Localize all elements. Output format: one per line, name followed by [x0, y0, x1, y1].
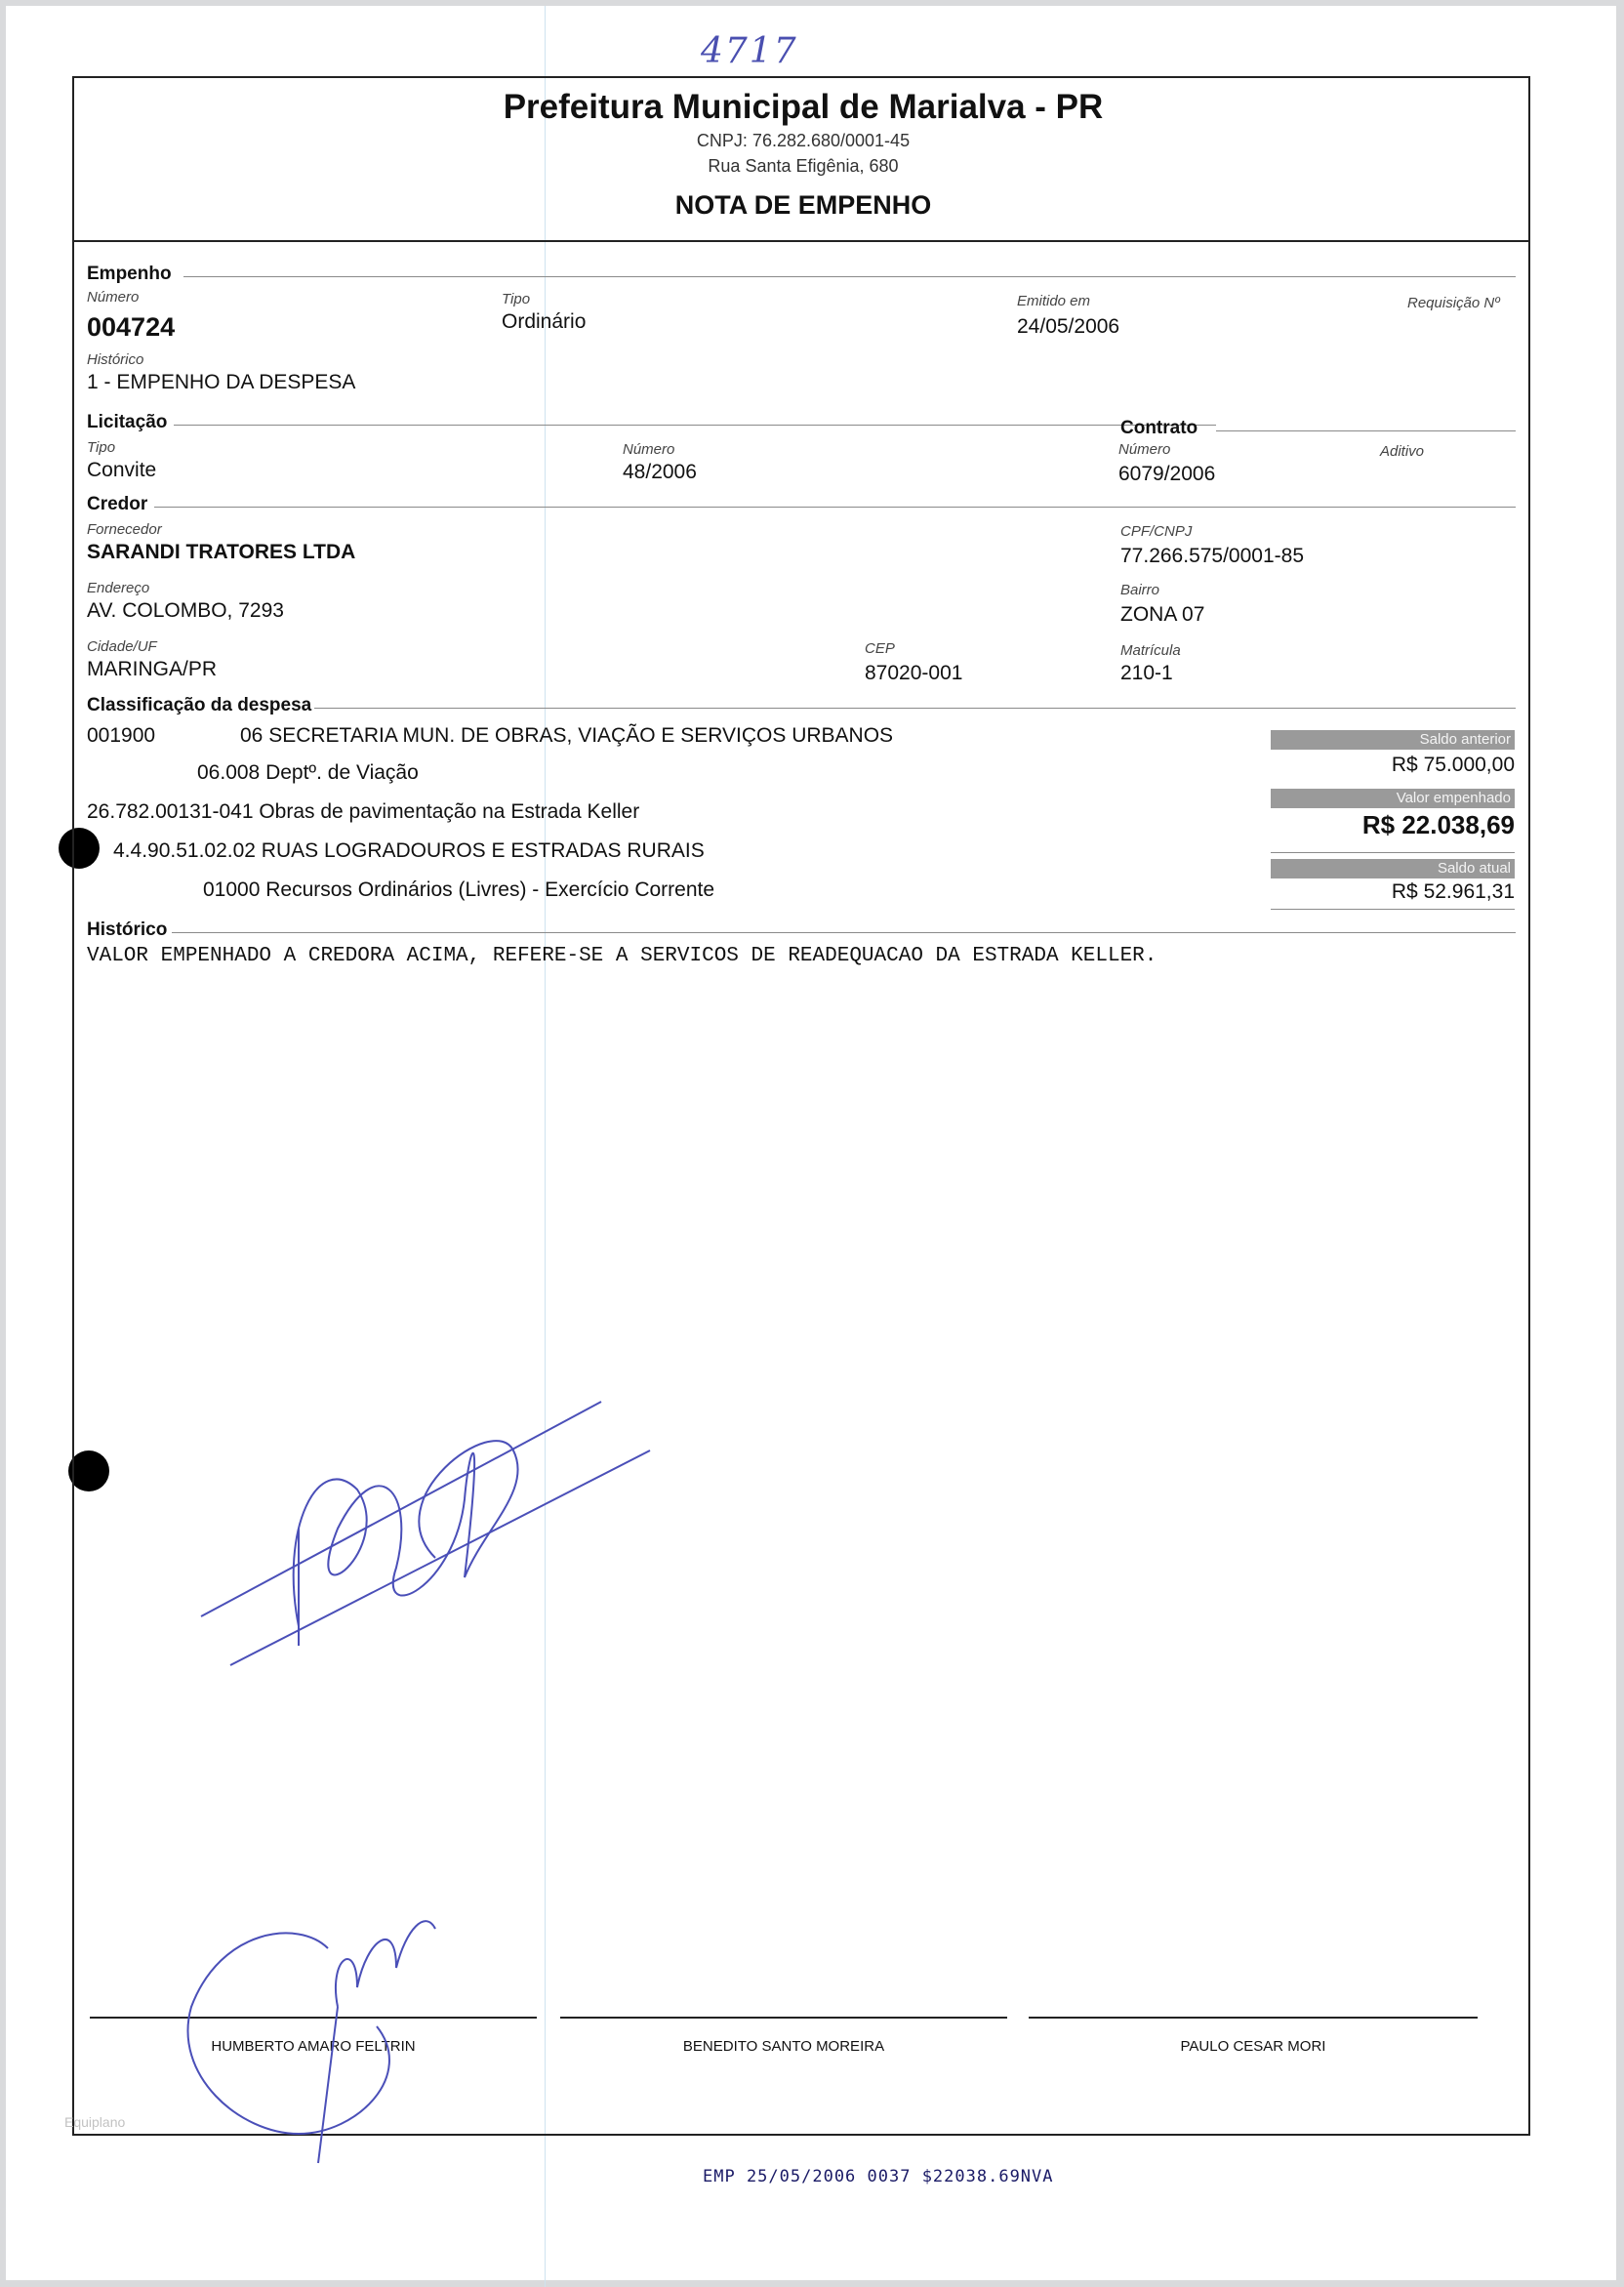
elemento-despesa: 4.4.90.51.02.02 RUAS LOGRADOUROS E ESTRADAS RURAIS: [113, 839, 705, 862]
saldo-atual: R$ 52.961,31: [1391, 880, 1515, 903]
matricula-label: Matrícula: [1120, 642, 1181, 659]
empenho-numero-label: Número: [87, 289, 140, 306]
empenho-tipo: Ordinário: [502, 310, 587, 333]
bairro: ZONA 07: [1120, 603, 1205, 626]
section-historico: Histórico: [87, 919, 168, 940]
licitacao-numero-label: Número: [623, 441, 675, 458]
document-page: [6, 6, 1616, 2280]
classificacao-code: 001900: [87, 724, 156, 747]
municipality-title: Prefeitura Municipal de Marialva - PR: [503, 88, 1104, 126]
section-rule: [154, 507, 1516, 508]
cidade-label: Cidade/UF: [87, 638, 157, 655]
contrato-numero: 6079/2006: [1118, 463, 1216, 485]
section-contrato: Contrato: [1120, 418, 1198, 438]
licitacao-tipo-label: Tipo: [87, 439, 116, 456]
equiplano-mark: Equiplano: [64, 2114, 126, 2130]
emitido-label: Emitido em: [1017, 293, 1091, 309]
requisicao-label: Requisição Nº: [1407, 295, 1500, 311]
section-classificacao: Classificação da despesa: [87, 695, 312, 715]
saldo-atual-label: Saldo atual: [1271, 859, 1515, 878]
endereco: AV. COLOMBO, 7293: [87, 599, 284, 622]
valor-empenhado-label: Valor empenhado: [1271, 789, 1515, 808]
fornecedor-label: Fornecedor: [87, 521, 162, 538]
saldo-rule: [1271, 909, 1515, 910]
empenho-historico-label: Histórico: [87, 351, 144, 368]
empenho-tipo-label: Tipo: [502, 291, 531, 307]
signature-line: [90, 2017, 537, 2019]
licitacao-numero: 48/2006: [623, 461, 697, 483]
signatory-3: PAULO CESAR MORI: [1180, 2038, 1326, 2055]
section-rule: [1216, 430, 1516, 431]
departamento: 06.008 Deptº. de Viação: [197, 761, 419, 784]
cpf-cnpj: 77.266.575/0001-85: [1120, 545, 1305, 567]
section-rule: [183, 276, 1516, 277]
projeto: 26.782.00131-041 Obras de pavimentação na Estrada Keller: [87, 800, 640, 823]
section-rule: [314, 708, 1516, 709]
cidade: MARINGA/PR: [87, 658, 218, 680]
historico-text: VALOR EMPENHADO A CREDORA ACIMA, REFERE-SE A SERVICOS DE READEQUACAO DA ESTRADA KELLER.: [87, 945, 1157, 967]
section-empenho: Empenho: [87, 264, 172, 284]
emitido-date: 24/05/2006: [1017, 315, 1120, 338]
aditivo-label: Aditivo: [1380, 443, 1425, 460]
cep-label: CEP: [865, 640, 895, 657]
signature-line: [1029, 2017, 1478, 2019]
section-rule: [174, 425, 1216, 426]
recurso: 01000 Recursos Ordinários (Livres) - Exercício Corrente: [203, 878, 715, 901]
endereco-label: Endereço: [87, 580, 150, 596]
signature-line: [560, 2017, 1007, 2019]
bairro-label: Bairro: [1120, 582, 1160, 598]
saldo-rule: [1271, 852, 1515, 853]
signatory-2: BENEDITO SANTO MOREIRA: [682, 2038, 885, 2055]
secretaria: 06 SECRETARIA MUN. DE OBRAS, VIAÇÃO E SERVIÇOS URBANOS: [240, 724, 894, 747]
cpf-cnpj-label: CPF/CNPJ: [1120, 523, 1193, 540]
cep: 87020-001: [865, 662, 963, 684]
contrato-numero-label: Número: [1118, 441, 1171, 458]
empenho-historico: 1 - EMPENHO DA DESPESA: [87, 371, 356, 393]
section-rule: [172, 932, 1516, 933]
authentication-stamp: EMP 25/05/2006 0037 $22038.69NVA: [703, 2167, 1054, 2186]
valor-empenhado: R$ 22.038,69: [1361, 810, 1515, 839]
nota-frame: [72, 76, 1530, 2136]
address-line: Rua Santa Efigênia, 680: [708, 156, 899, 176]
header-divider: [74, 240, 1528, 242]
section-licitacao: Licitação: [87, 412, 168, 432]
document-title: NOTA DE EMPENHO: [674, 190, 932, 220]
signatory-1: HUMBERTO AMARO FELTRIN: [211, 2038, 416, 2055]
section-credor: Credor: [87, 494, 148, 514]
cnpj-line: CNPJ: 76.282.680/0001-45: [696, 131, 911, 150]
matricula: 210-1: [1120, 662, 1173, 684]
saldo-anterior-label: Saldo anterior: [1271, 730, 1515, 750]
fornecedor-name: SARANDI TRATORES LTDA: [87, 541, 356, 563]
licitacao-tipo: Convite: [87, 459, 157, 481]
handwritten-number: 4717: [701, 31, 798, 71]
empenho-numero: 004724: [87, 312, 176, 342]
saldo-anterior: R$ 75.000,00: [1391, 754, 1515, 776]
